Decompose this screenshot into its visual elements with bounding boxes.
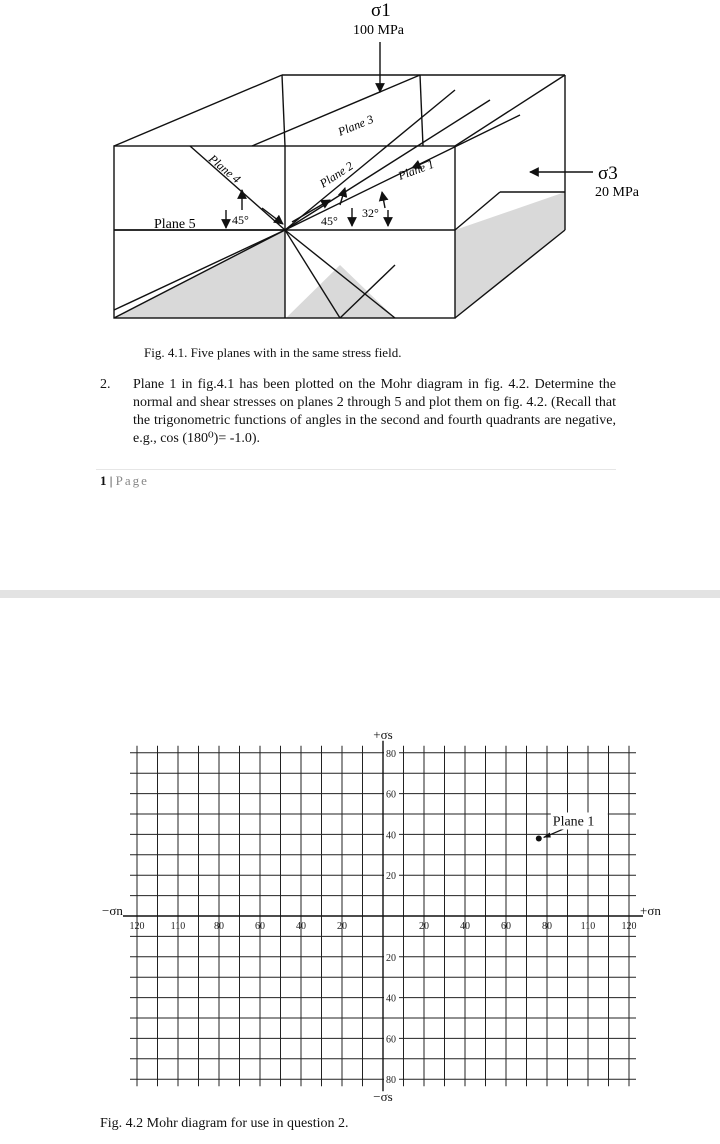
page-footer xyxy=(100,473,149,489)
x-tick-label: 110 xyxy=(580,921,596,932)
page-break xyxy=(0,590,720,598)
footer-divider xyxy=(96,469,616,470)
plane-3-label: Plane 3 xyxy=(335,111,376,139)
plane-5-label: Plane 5 xyxy=(154,217,196,232)
x-tick-label: 80 xyxy=(214,921,224,932)
figure-4-1-caption: Fig. 4.1. Five planes with in the same stress field. xyxy=(144,345,402,360)
sigma3-label: σ3 xyxy=(598,163,618,184)
x-tick-label: 80 xyxy=(542,921,552,932)
x-axis-label-negative: −σn xyxy=(102,903,123,918)
y-tick-label: 60 xyxy=(386,789,396,801)
x-tick-label: 60 xyxy=(255,921,265,932)
angle-label-plane1: 32° xyxy=(362,206,379,220)
footer-separator: | xyxy=(109,473,113,488)
page-number: 1 xyxy=(100,473,107,488)
y-axis-label-negative: −σs xyxy=(373,1089,393,1105)
page-word: Page xyxy=(115,473,149,488)
block-diagram-figure xyxy=(0,0,720,345)
x-tick-label: 40 xyxy=(296,921,306,932)
axes xyxy=(102,727,661,1104)
document-page-2 xyxy=(0,598,720,1144)
plane-4-label: Plane 4 xyxy=(206,151,244,187)
x-tick-label: 110 xyxy=(170,921,186,932)
plane-1-label: Plane 1 xyxy=(396,157,436,183)
plane-2-label: Plane 2 xyxy=(317,158,356,191)
plane-1-label: Plane 1 xyxy=(552,814,595,830)
y-tick-label: 40 xyxy=(386,993,396,1005)
sigma1-value: 100 MPa xyxy=(353,23,404,38)
x-axis-label-positive: +σn xyxy=(640,903,661,918)
y-tick-label: 20 xyxy=(386,952,396,964)
angle-label-plane4: 45° xyxy=(232,213,249,227)
y-axis-label-positive: +σs xyxy=(373,726,393,742)
figure-4-2-caption: Fig. 4.2 Mohr diagram for use in question 2. xyxy=(100,1116,349,1131)
angle-label-plane2: 45° xyxy=(321,214,338,228)
x-tick-label: 20 xyxy=(337,921,347,932)
x-tick-label: 60 xyxy=(501,921,511,932)
y-tick-label: 80 xyxy=(386,748,396,760)
y-tick-label: 40 xyxy=(386,830,396,842)
plane-1-point xyxy=(536,835,542,841)
shaded-faces xyxy=(114,192,565,318)
sigma1-label: σ1 xyxy=(371,0,391,21)
sigma3-value: 20 MPa xyxy=(595,185,639,200)
question-number: 2. xyxy=(100,377,111,392)
y-tick-label: 80 xyxy=(386,1075,396,1087)
x-tick-label: 40 xyxy=(460,921,470,932)
x-tick-label: 20 xyxy=(419,921,429,932)
question-text: Plane 1 in fig.4.1 has been plotted on the Mohr diagram in fig. 4.2. Determine the normal and shear stresses on planes 2 through 5 and plot them on fig. 4.2. (Recall that the trigonometric functions of angles in the second and fourth quadrants are negative, e.g., cos (180⁰)= -1.0). xyxy=(133,377,616,446)
x-tick-label: 120 xyxy=(621,921,637,932)
y-tick-label: 20 xyxy=(386,871,396,883)
y-tick-label: 60 xyxy=(386,1034,396,1046)
stress-arrows xyxy=(226,42,593,228)
x-tick-label: 120 xyxy=(129,921,145,932)
mohr-diagram xyxy=(0,598,720,1144)
